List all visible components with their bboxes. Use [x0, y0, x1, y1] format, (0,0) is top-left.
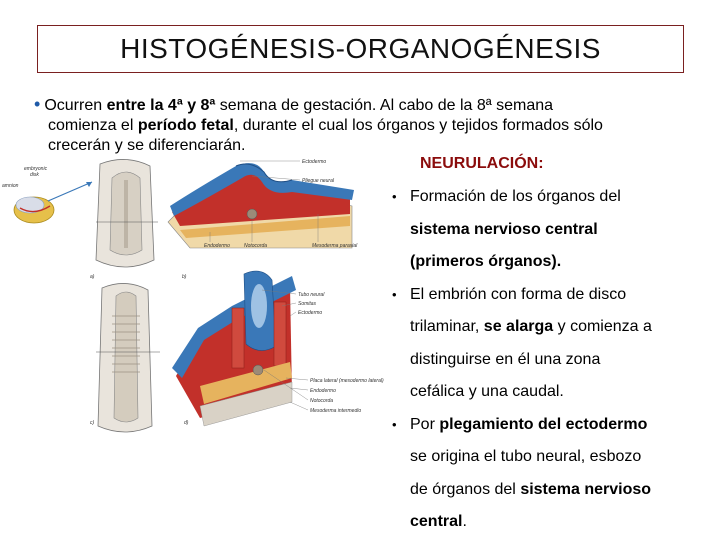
panel-label: d) — [184, 420, 189, 426]
intro-text: Ocurren — [44, 97, 107, 114]
figure-label: Placa lateral (mesodermo lateral) — [310, 378, 384, 384]
bullet-text — [410, 474, 651, 507]
title-separator: - — [335, 33, 346, 64]
bullet-bold: central — [410, 513, 463, 530]
bullet-bold: se alarga — [483, 318, 554, 335]
bullet-item — [392, 409, 712, 539]
bullet-text: distinguirse en él una zona — [410, 350, 601, 368]
bullet-text-part: . — [462, 513, 467, 530]
embryo-top-view-a — [90, 159, 158, 280]
bullet-text — [410, 246, 621, 279]
neurulation-figure — [0, 156, 385, 456]
bullet-item — [392, 181, 712, 279]
bullet-text-part: trilaminar, — [410, 318, 484, 335]
intro-line-3: crecerán y se diferenciarán. — [48, 137, 246, 154]
figure-label: Tubo neural — [298, 292, 325, 298]
panel-label: c) — [90, 420, 95, 426]
bullet-text-part: Por — [410, 415, 440, 433]
figure-label: Pliegue neural — [302, 178, 334, 184]
bullet-icon: • — [392, 416, 397, 432]
panel-label: b) — [182, 274, 187, 280]
bullet-text-part: de órganos del — [410, 480, 521, 498]
intro-text: comienza el — [48, 117, 138, 134]
bullet-item — [392, 279, 712, 409]
figure-label: Endodermo — [204, 243, 230, 249]
intro-paragraph — [34, 94, 714, 156]
intro-text: semana de gestación. Al cabo de la 8ª semana — [215, 97, 554, 114]
intro-line-2 — [34, 116, 714, 136]
figure-label: Mesoderma intermedio — [310, 408, 362, 414]
title-organogenesis: ORGANOGÉNESIS — [345, 33, 601, 64]
bullet-text — [410, 409, 651, 442]
bullet-bold: sistema nervioso central — [410, 220, 598, 238]
cross-section-b — [168, 159, 358, 280]
figure-label: Mesoderma paraxial — [312, 243, 358, 249]
figure-label: Endodermo — [310, 388, 336, 394]
figure-label: Notocorda — [310, 398, 334, 404]
inset-label: disk — [30, 172, 39, 178]
embryo-illustration — [0, 156, 385, 456]
bullet-text: cefálica y una caudal. — [410, 383, 564, 400]
intro-bold: entre la 4ª y 8ª — [106, 97, 216, 114]
bullet-text — [410, 311, 652, 344]
slide-title — [37, 25, 684, 73]
title-histogenesis: HISTOGÉNESIS — [120, 33, 336, 64]
bullet-text: Formación de los órganos del — [410, 188, 621, 205]
bullet-icon: • — [392, 189, 397, 204]
figure-label: Somitas — [298, 301, 317, 307]
panel-label: a) — [90, 274, 95, 280]
inset-embryo-disk — [2, 166, 92, 223]
bullet-text: El embrión con forma de disco — [410, 285, 627, 303]
bullet-bold: sistema nervioso — [520, 480, 652, 498]
inset-label: amnion — [2, 183, 19, 189]
neurulacion-heading: NEURULACIÓN: — [420, 155, 544, 172]
figure-label: Notocorda — [244, 243, 268, 249]
intro-text: , durante el cual los órganos y tejidos formados sólo — [233, 117, 603, 134]
figure-label: Ectodermo — [302, 159, 327, 165]
bullet-text-part: y comienza a — [553, 318, 652, 335]
cross-section-d — [172, 271, 384, 426]
intro-bold: período fetal — [137, 117, 234, 134]
neurulacion-bullets — [392, 181, 712, 539]
bullet-text: se origina el tubo neural, esbozo — [410, 448, 642, 465]
embryo-top-view-c — [90, 283, 160, 432]
bullet-text — [410, 214, 621, 247]
inset-label: embryonic — [24, 166, 48, 172]
bullet-bold: (primeros órganos). — [410, 253, 562, 270]
bullet-icon: • — [34, 94, 41, 114]
figure-label: Ectodermo — [298, 310, 323, 316]
bullet-icon: • — [392, 286, 397, 302]
bullet-text — [410, 506, 651, 539]
bullet-bold: plegamiento del ectodermo — [439, 415, 648, 433]
